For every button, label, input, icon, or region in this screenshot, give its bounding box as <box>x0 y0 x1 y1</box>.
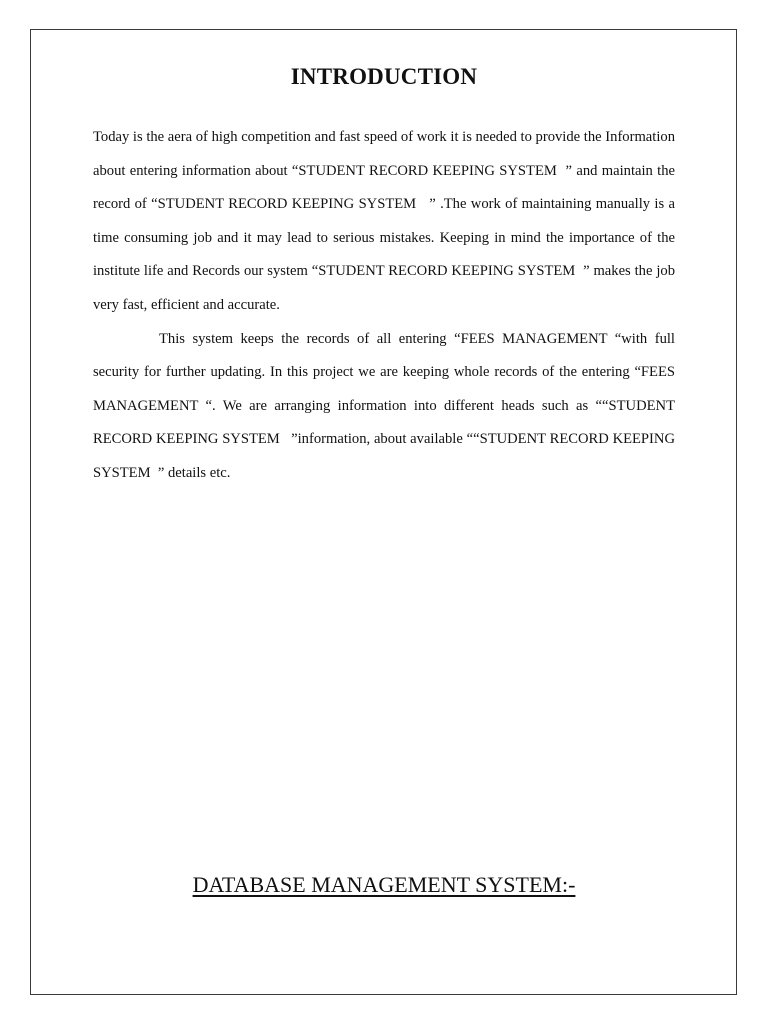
page-title: INTRODUCTION <box>290 64 478 89</box>
section-heading-dbms: DATABASE MANAGEMENT SYSTEM:- <box>192 872 576 897</box>
paragraph-system-description: This system keeps the records of all entering “FEES MANAGEMENT “with full security for further updating. In this project we are keeping whole records of the entering “FEES MANAGEMENT “. We are arranging information into different heads such as ““STUDENT RECORD KEEPING SYSTEM ”information, about available ““STUDENT RECORD KEEPING SYSTEM ” details etc. <box>93 330 679 481</box>
paragraph-intro: Today is the aera of high competition and fast speed of work it is needed to provide the Information about entering information about “STUDENT RECORD KEEPING SYSTEM ” and maintain the record of “STUDENT RECORD KEEPING SYSTEM ” .The work of maintaining manually is a time consuming job and it may lead to serious mistakes. Keeping in mind the importance of the institute life and Records our system “STUDENT RECORD KEEPING SYSTEM ” makes the job very fast, efficient and accurate. <box>93 129 679 313</box>
body-text <box>93 121 679 491</box>
